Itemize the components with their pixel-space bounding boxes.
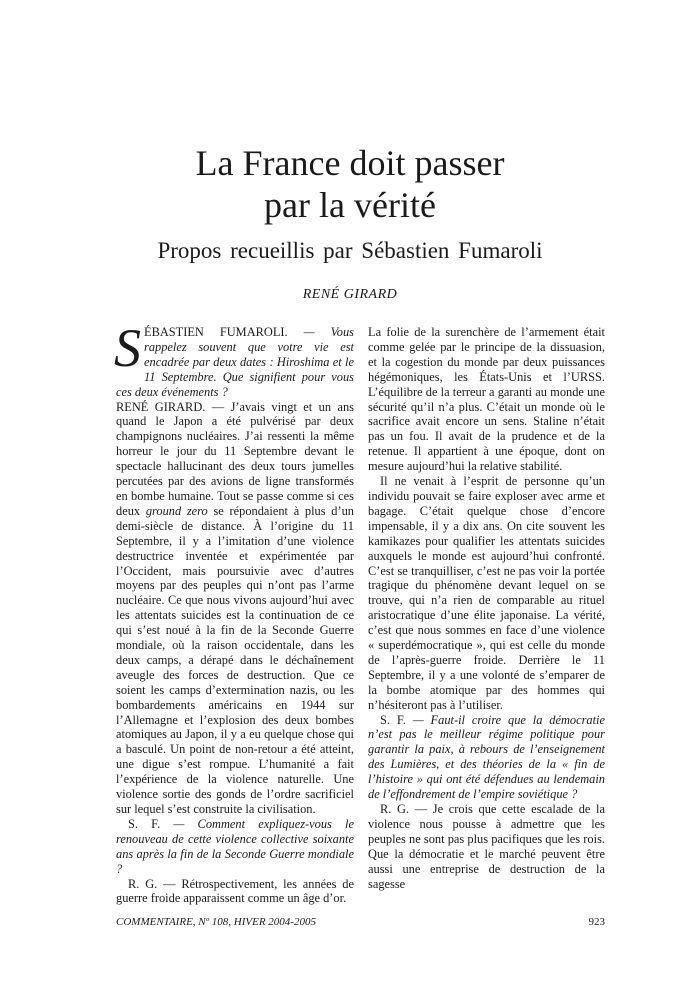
answer-2-text: — Rétrospectivement, les années de guerre froide apparaissent comme un âge d’or. — [116, 876, 354, 906]
answer-1-text-part1: — J’avais vingt et un ans quand le Japon a été pulvérisé par deux champignons nucléaires. J’ai ressenti la même horreur le jour du 11 Septembre devant le spectacle hallucinant des deux tours jumelles percutées par des avions de ligne transformés en bombe humaine. Tout se passe comme si ces deux — [116, 399, 354, 518]
journal-citation: COMMENTAIRE, Nº 108, HIVER 2004-2005 — [116, 916, 316, 928]
question-1-text: — Vous rappelez souvent que votre vie est encadrée par deux dates : Hiroshima et le 11 Septembre. Que signifient pour vous ces deux événements ? — [116, 325, 354, 399]
question-3 — [368, 713, 605, 802]
speaker-interviewer-short: S. F. — [380, 712, 406, 727]
title-line-1: La France doit passer — [195, 143, 505, 183]
article-subtitle: Propos recueillis par Sébastien Fumaroli — [157, 238, 543, 263]
article-title — [0, 142, 700, 226]
paragraph-1: La folie de la surenchère de l’armement était comme gelée par le principe de la dissuasion, et la cogestion du monde par deux puissances hégémoniques, les États-Unis et l’URSS. L’équilibre de la terreur a garanti au monde une sécurité qu’il n’a plus. C’était un monde où le sacrifice avait encore un sens. Staline n’était pas un fou. Il avait de la prudence et de la retenue. Il appartient à une époque, dont on mesure aujourd’hui la relative stabilité. — [368, 325, 605, 474]
answer-3 — [368, 802, 605, 891]
speaker-interviewee-short: R. G. — [380, 802, 410, 816]
page-number: 923 — [588, 916, 605, 928]
speaker-interviewer: ÉBASTIEN FUMAROLI. — [144, 325, 288, 339]
question-2-text: — Comment expliquez-vous le renouveau de cette violence collective soixante ans après la fin de la Seconde Guerre mondiale ? — [116, 816, 354, 876]
title-line-2: par la vérité — [264, 185, 436, 225]
answer-1 — [116, 400, 354, 817]
answer-1-text-part2: se répondaient à plus d’un demi-siècle de distance. À l’origine du 11 Septembre, il y a l’imitation d’une violence destructrice inventée et expérimentée par l’Occident, mais poursuivie avec d’autres moyens par des peuples qui n’ont pas l’arme nucléaire. Ce que nous vivons aujourd’hui avec les attentats suicides est la continuation de ce qui s’est noué à la fin de la Seconde Guerre mondiale, où la raison occidentale, dans les deux camps, a dérapé dans le déchaînement aveugle des forces de destruction. Que ce soient les camps d’extermination nazis, ou les bombardements américains en 1944 sur l’Allemagne et l’explosion des deux bombes atomiques au Japon, il y a eu quelque chose qui a basculé. Un point de non-retour a été atteint, une digue s’est rompue. L’humanité a fait l’expérience de la violence naturelle. Une violence sortie des gonds de l’ordre sacrificiel sur lequel s’est construite la civilisation. — [116, 503, 354, 816]
left-column — [114, 318, 354, 906]
question-3-text: — Faut-il croire que la démocratie n’est pas le meilleur régime politique pour garantir la paix, à rebours de l’enseignement des Lumières, et des théories de la « fin de l’histoire » qui ont été défendues au lendemain de l’effondrement de l’empire soviétique ? — [368, 712, 605, 802]
answer-2 — [116, 877, 354, 907]
right-column — [368, 325, 605, 891]
paragraph-2: Il ne venait à l’esprit de personne qu’un individu pouvait se faire exploser avec arme et bagage. C’était quelque chose d’encore impensable, il y a dix ans. On cite souvent les kamikazes pour qualifier les attentats suicides auxquels le monde est aujourd’hui confronté. C’est se tranquilliser, c’est ne pas voir la portée tragique du phénomène devant lequel on se trouve, qui n’a rien de comparable au rituel aristocratique d’une élite japonaise. La vérité, c’est que nous sommes en face d’une violence « superdémocratique », qui est celle du monde de l’après-guerre froide. Derrière le 11 Septembre, il y a une volonté de s’emparer de la bombe atomique par des hommes qui n’hésiteront pas à l’utiliser. — [368, 474, 605, 712]
drop-cap: S — [114, 318, 141, 378]
answer-1-emphasis: ground zero — [145, 503, 208, 518]
answer-3-text: — Je crois que cette escalade de la violence nous pousse à admettre que les peuples ne sont pas plus pacifiques que les rois. Que la démocratie et le marché peuvent être aussi une entreprise de destruction de la sagesse — [368, 802, 605, 891]
speaker-interviewee: RENÉ GIRARD. — [116, 399, 206, 414]
speaker-interviewer-short: S. F. — [128, 816, 161, 831]
speaker-interviewee-short: R. G. — [128, 876, 158, 891]
question-2 — [116, 817, 354, 877]
question-1 — [114, 318, 354, 400]
article-author: RENÉ GIRARD — [302, 287, 398, 302]
